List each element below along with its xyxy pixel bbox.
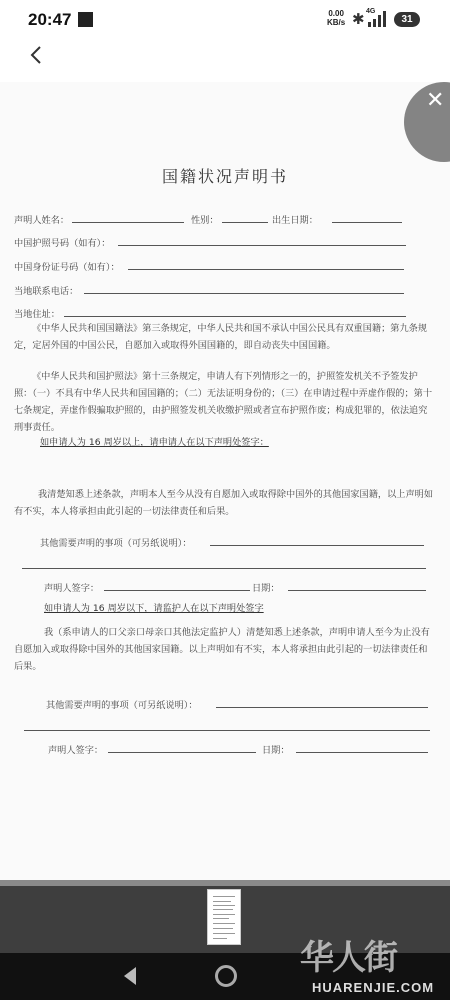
close-icon: ✕ [426, 88, 445, 113]
adult-other-line [210, 545, 424, 546]
back-button[interactable] [24, 42, 50, 68]
adult-other-line-2 [22, 568, 426, 569]
network-speed [327, 9, 345, 27]
gender-label: 性别： [191, 215, 219, 226]
document-page [0, 82, 450, 880]
adult-date-line [288, 590, 426, 591]
battery-indicator: 31 [394, 12, 420, 27]
signal-icon [366, 11, 388, 27]
thumbnail-strip-border [0, 880, 450, 886]
status-bar [0, 0, 450, 40]
address-label: 当地住址： [14, 309, 60, 320]
guardian-other-label: 其他需要声明的事项（可另纸说明）： [46, 700, 198, 711]
guardian-date-line [296, 752, 428, 753]
network-speed-value: 0.00 [328, 9, 344, 18]
birth-label: 出生日期： [272, 215, 318, 226]
phone-line [84, 293, 404, 294]
phone-label: 当地联系电话： [14, 286, 79, 297]
status-time: 20:47 [28, 10, 72, 29]
adult-sign-label: 声明人签字： [44, 583, 100, 594]
notification-square-icon [78, 12, 93, 27]
name-label: 声明人姓名： [14, 215, 70, 226]
network-type: 4G [366, 8, 376, 15]
adult-section-heading: 如申请人为 16 周岁以上，请申请人在以下声明处签字： [40, 437, 269, 448]
nav-back-button[interactable] [120, 964, 140, 988]
page-thumbnail[interactable] [207, 889, 241, 945]
name-line [72, 222, 184, 223]
watermark-logo: 华人街 [300, 938, 396, 978]
document-viewer[interactable] [0, 82, 450, 880]
guardian-declaration: 我（系申请人的口父亲口母亲口其他法定监护人）清楚知悉上述条款，声明申请人至今为止没有自愿加入或取得除中国外的其他国家国籍。以上声明如有不实，本人将承担由此引起的一切法律责任和后果。 [14, 627, 430, 672]
nav-home-button[interactable] [215, 965, 237, 987]
adult-date-label: 日期： [252, 583, 280, 594]
passport-label: 中国护照号码（如有）： [14, 238, 111, 249]
document-title: 国籍状况声明书 [161, 167, 288, 186]
network-speed-unit: KB/s [327, 18, 346, 27]
bluetooth-icon: ✱ [352, 10, 365, 28]
guardian-sign-label: 声明人签字： [48, 745, 104, 756]
id-label: 中国身份证号码（如有）： [14, 262, 120, 273]
guardian-other-line [216, 707, 428, 708]
adult-declaration: 我清楚知悉上述条款，声明本人至今从没有自愿加入或取得除中国外的其他国家国籍，以上声明如有不实，本人将承担由此引起的一切法律责任和后果。 [14, 489, 434, 517]
guardian-date-label: 日期： [262, 745, 290, 756]
passport-law-paragraph: 《中华人民共和国护照法》第十三条规定，申请人有下列情形之一的，护照签发机关不予签发护照：（一）不具有中华人民共和国国籍的；（二）无法证明身份的；（三）在申请过程中弄虚作假的；第十七条规定，弄虚作假骗取护照的，由护照签发机关收缴护照或者宣布护照作废；构成犯罪的，依法追究刑事责任。 [14, 371, 433, 433]
address-line [64, 316, 406, 317]
adult-sign-line [104, 590, 250, 591]
watermark-text: HUARENJIE.COM [312, 980, 435, 995]
nationality-law-paragraph: 《中华人民共和国国籍法》第三条规定，中华人民共和国不承认中国公民具有双重国籍；第九条规定，定居外国的中国公民，自愿加入或取得外国国籍的，即自动丧失中国国籍。 [14, 323, 428, 351]
minor-section-heading: 如申请人为 16 周岁以下，请监护人在以下声明处签字 [44, 603, 264, 614]
gender-line [222, 222, 268, 223]
guardian-sign-line [108, 752, 256, 753]
birth-line [332, 222, 402, 223]
id-line [128, 269, 404, 270]
guardian-other-line-2 [24, 730, 430, 731]
adult-other-label: 其他需要声明的事项（可另纸说明）： [40, 538, 192, 549]
passport-line [118, 245, 406, 246]
